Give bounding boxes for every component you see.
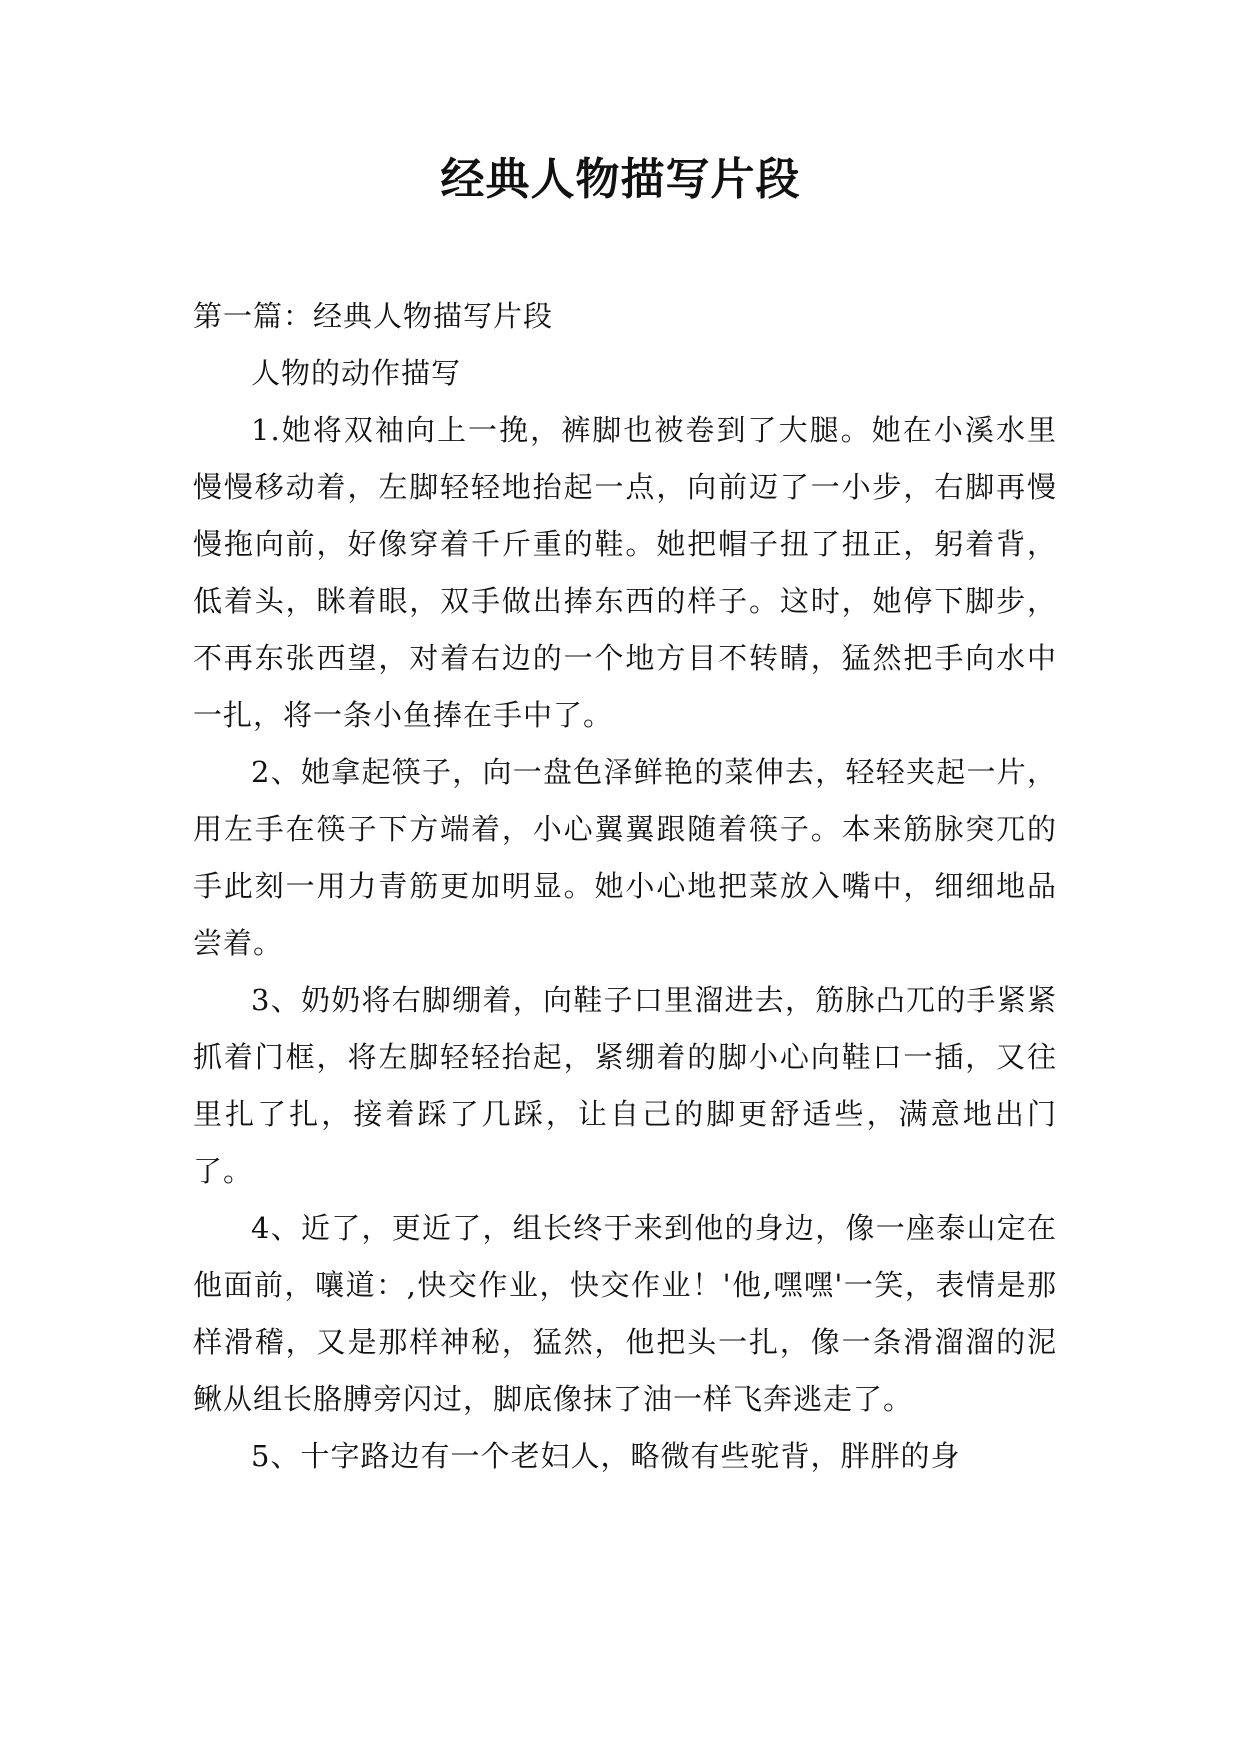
paragraph-4: 4、近了，更近了，组长终于来到他的身边，像一座泰山定在他面前，嚷道：,快交作业，快交作业！'他,嘿嘿'一笑，表情是那样滑稽，又是那样神秘，猛然，他把头一扎，像一条滑溜溜的泥鳅从组长胳膊旁闪过，脚底像抹了油一样飞奔逃走了。 <box>193 1211 1057 1416</box>
document-body <box>193 288 1057 1485</box>
paragraph-1: 1.她将双袖向上一挽，裤脚也被卷到了大腿。她在小溪水里慢慢移动着，左脚轻轻地抬起一点，向前迈了一小步，右脚再慢慢拖向前，好像穿着千斤重的鞋。她把帽子扭了扭正，躬着背，低着头，眯着眼，双手做出捧东西的样子。这时，她停下脚步，不再东张西望，对着右边的一个地方目不转睛，猛然把手向水中一扎，将一条小鱼捧在手中了。 <box>193 413 1057 732</box>
paragraph-2: 2、她拿起筷子，向一盘色泽鲜艳的菜伸去，轻轻夹起一片，用左手在筷子下方端着，小心翼翼跟随着筷子。本来筋脉突兀的手此刻一用力青筋更加明显。她小心地把菜放入嘴中，细细地品尝着。 <box>193 755 1057 960</box>
section-heading: 第一篇：经典人物描写片段 <box>193 299 554 333</box>
subsection-heading: 人物的动作描写 <box>251 356 462 390</box>
paragraph-5: 5、十字路边有一个老妇人，略微有些驼背，胖胖的身 <box>251 1439 961 1473</box>
paragraph-3: 3、奶奶将右脚绷着，向鞋子口里溜进去，筋脉凸兀的手紧紧抓着门框，将左脚轻轻抬起，紧绷着的脚小心向鞋口一插，又往里扎了扎，接着踩了几踩，让自己的脚更舒适些，满意地出门了。 <box>193 983 1057 1188</box>
document-title: 经典人物描写片段 <box>440 154 801 205</box>
